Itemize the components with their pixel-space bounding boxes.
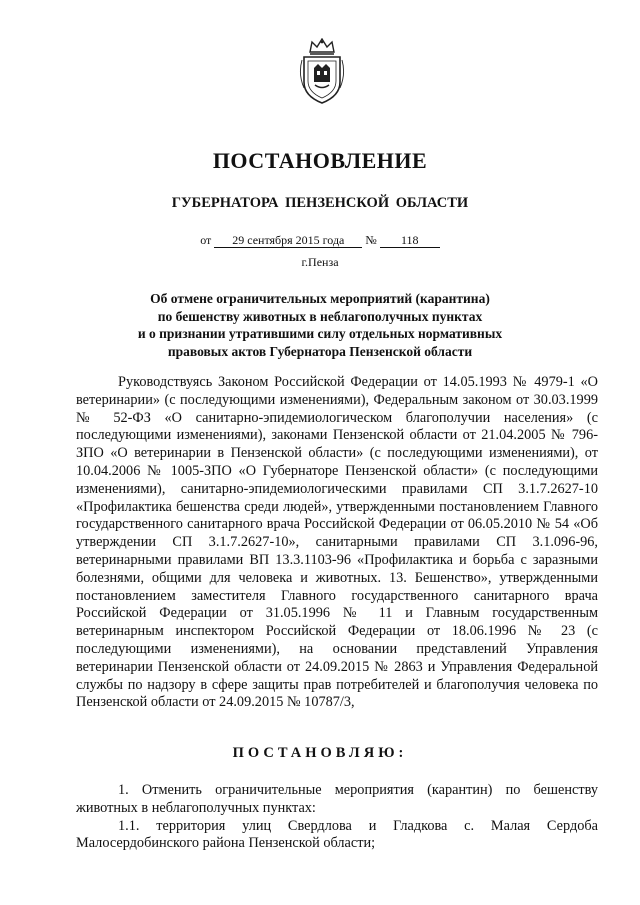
- number-sign: №: [365, 233, 377, 247]
- preamble-text: Руководствуясь Законом Российской Федерации от 14.05.1993 № 4979-1 «О ветеринарии» (с последующими изменениями), Федеральным законом от 30.03.1999 № 52-ФЗ «О санитарно-эпидемиологическом благополучии населения» (с последующими изменениями), законами Пензенской области от 21.04.2005 № 796-ЗПО «О ветеринарии в Пензенской области» (с последующими изменениями), от 10.04.2006 № 1005-ЗПО «О Губернаторе Пензенской области» (с последующими изменениями), санитарно-эпидемиологическими правилами СП 3.1.7.2627-10 «Профилактика бешенства среди людей», утвержденными постановлением Главного государственного санитарного врача Российской Федерации от 06.05.2010 № 54 «Об утверждении СП 3.1.7.2627-10», санитарными правилами СП 3.1.096-96, ветеринарными правилами ВП 13.3.1103-96 «Профилактика и борьба с заразными болезнями, общими для человека и животных. 13. Бешенство», утвержденными постановлением заместителя Главного государственного санитарного врача Российской Федерации от 31.05.1996 № 11 и Главным государственным ветеринарным инспектором Российской Федерации от 18.06.1996 № 23 (с последующими изменениями), на основании представлений Управления ветеринарии Пензенской области от 24.09.2015 № 2863 и Управления Федеральной службы по надзору в сфере защиты прав потребителей и благополучия человека по Пензенской области от 24.09.2015 № 10787/3,: [76, 374, 598, 711]
- city: г.Пенза: [301, 255, 339, 269]
- document-heading: [130, 290, 510, 360]
- issuer-title: ГУБЕРНАТОРА ПЕНЗЕНСКОЙ ОБЛАСТИ: [171, 195, 469, 211]
- date-prefix: от: [200, 233, 212, 247]
- coat-of-arms-icon: [298, 38, 346, 106]
- decree-item: 1.1. территория улиц Свердлова и Гладкова с. Малая Сердоба Малосердобинского района Пензенской области;: [76, 817, 598, 852]
- document-number: 118: [380, 234, 440, 248]
- document-type: ПОСТАНОВЛЕНИЕ: [212, 148, 428, 173]
- decree-heading: ПОСТАНОВЛЯЮ:: [232, 745, 408, 761]
- date-number-line: [0, 233, 640, 248]
- preamble: [76, 374, 598, 712]
- document-date: 29 сентября 2015 года: [214, 234, 362, 248]
- decree-item: 1. Отменить ограничительные мероприятия (карантин) по бешенству животных в неблагополучных пунктах:: [76, 782, 598, 816]
- decree-items: [76, 782, 598, 853]
- heading-line: и о признании утратившими силу отдельных нормативных: [137, 326, 503, 341]
- heading-line: по бешенству животных в неблагополучных пунктах: [157, 308, 483, 324]
- heading-line: правовых актов Губернатора Пензенской области: [167, 343, 473, 359]
- heading-line: Об отмене ограничительных мероприятий (карантина): [150, 291, 490, 306]
